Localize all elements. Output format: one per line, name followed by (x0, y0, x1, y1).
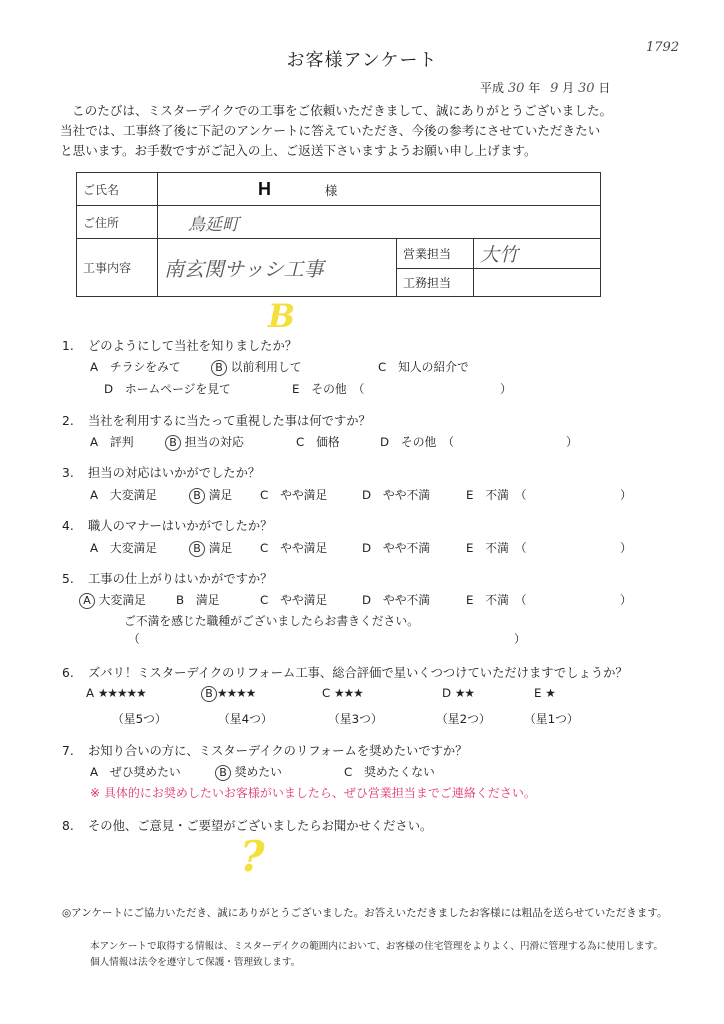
q4-option-e: E 不満 （ (466, 541, 527, 555)
work-field (158, 239, 397, 297)
serial-number: 1792 (646, 40, 680, 55)
sales-field (474, 239, 601, 269)
q5-close: ） (620, 593, 632, 607)
q4-option-c: C やや満足 (260, 541, 328, 555)
q7-option-a: A ぜひ奨めたい (90, 765, 181, 779)
q2-option-d: D その他 （ (380, 435, 454, 449)
rating-b: B ★★★★ (204, 686, 255, 702)
rating-a-caption: （星5つ） (112, 712, 167, 726)
yellow-b-stamp: B (268, 297, 296, 335)
construction-label: 工務担当 (397, 269, 474, 297)
q2-option-a: A 評判 (90, 435, 134, 449)
q3-close: ） (620, 488, 632, 502)
q3-option-a: A 大変満足 (90, 488, 158, 502)
q4-option-b: B 満足 (192, 539, 232, 557)
q2-option-c: C 価格 (296, 435, 340, 449)
q7-red-note: ※ 具体的にお奨めしたいお客様がいましたら、ぜひ営業担当までご連絡ください。 (90, 786, 536, 800)
question-4: 4. 職人のマナーはいかがでしたか？ (62, 519, 273, 533)
name-label: ご氏名 (77, 173, 158, 206)
address-label: ご住所 (77, 206, 158, 239)
address-value: 鳥延町 (188, 214, 239, 235)
question-3: 3. 担当の対応はいかがでしたか？ (62, 466, 261, 480)
work-label: 工事内容 (77, 239, 158, 297)
q1-option-c: C 知人の紹介で (378, 360, 469, 374)
circle-mark: B (165, 435, 181, 451)
q5-option-e: E 不満 （ (466, 593, 527, 607)
question-2: 2. 当社を利用するに当たって重視した事は何ですか？ (62, 414, 371, 428)
yellow-question-stamp: ? (240, 832, 265, 881)
circle-mark: B (211, 360, 227, 376)
q1-close: ） (500, 382, 512, 396)
footer-privacy-2: 個人情報は法令を遵守して保護・管理致します。 (90, 957, 301, 968)
rating-e: E ★ (534, 686, 555, 700)
q7-option-b: B 奨めたい (218, 763, 282, 781)
circle-mark: B (215, 765, 231, 781)
rating-c: C ★★★ (322, 686, 363, 700)
circle-mark: A (79, 593, 95, 609)
q5-subquestion: ご不満を感じた職種がございましたらお書きください。 (124, 614, 419, 628)
q4-close: ） (620, 541, 632, 555)
circle-mark: B (189, 488, 205, 504)
q5-option-a: A 大変満足 (82, 591, 146, 609)
question-5: 5. 工事の仕上がりはいかがですか？ (62, 572, 273, 586)
q5-option-c: C やや満足 (260, 593, 328, 607)
q4-option-a: A 大変満足 (90, 541, 158, 555)
page-title: お客様アンケート (286, 50, 438, 71)
q1-option-e: E その他 （ (292, 382, 365, 396)
q4-option-d: D やや不満 (362, 541, 431, 555)
q3-option-b: B 満足 (192, 486, 232, 504)
sales-value: 大竹 (480, 244, 519, 266)
q5-sub-close: ） (514, 632, 526, 646)
q5-sub-open: （ (128, 632, 140, 646)
footer-privacy-1: 本アンケートで取得する情報は、ミスターデイクの範囲内において、お客様の住宅管理をよりよく、円滑に管理する為に使用します。 (90, 941, 664, 952)
rating-e-caption: （星1つ） (524, 712, 579, 726)
work-value: 南玄関サッシ工事 (164, 257, 324, 281)
construction-field (474, 269, 601, 297)
q5-option-d: D やや不満 (362, 593, 431, 607)
question-6: 6. ズバリ！ミスターデイクのリフォーム工事、総合評価で星いくつつけていただけますでしょうか？ (62, 666, 628, 680)
q5-option-b: B 満足 (176, 593, 220, 607)
rating-c-caption: （星3つ） (328, 712, 383, 726)
question-7: 7. お知り合いの方に、ミスターデイクのリフォームを奨めたいですか？ (62, 744, 468, 758)
intro-text: このたびは、ミスターデイクでの工事をご依頼いただきまして、誠にありがとうございました。 当社では、工事終了後に下記のアンケートに答えていただき、今後の参考にさせていただきたい と思います。お手数ですがご記入の上、ご返送下さいますようお願い申し上げます。 (60, 103, 613, 158)
q7-option-c: C 奨めたくない (344, 765, 435, 779)
question-1: 1. どのようにして当社を知りましたか？ (62, 339, 298, 353)
rating-a: A ★★★★★ (86, 686, 146, 700)
address-field (158, 206, 601, 239)
name-field: H 様 (158, 173, 601, 206)
q1-option-b: B 以前利用して (214, 358, 302, 376)
name-value: H (258, 178, 271, 199)
rating-b-caption: （星4つ） (218, 712, 273, 726)
footer-thanks: ◎アンケートにご協力いただき、誠にありがとうございました。お答えいただきましたお客様には粗品を送らせていただきます。 (62, 907, 668, 919)
sales-label: 営業担当 (397, 239, 474, 269)
survey-date: 平成 30 年 9 月 30 日 (480, 81, 611, 96)
q3-option-d: D やや不満 (362, 488, 431, 502)
circle-mark: B (201, 686, 217, 702)
q3-option-e: E 不満 （ (466, 488, 527, 502)
customer-info-table (76, 172, 601, 297)
q3-option-c: C やや満足 (260, 488, 328, 502)
q2-option-b: B 担当の対応 (168, 433, 244, 451)
question-8: 8. その他、ご意見・ご要望がございましたらお聞かせください。 (62, 819, 433, 833)
rating-d-caption: （星2つ） (436, 712, 491, 726)
q1-option-a: A チラシをみて (90, 360, 181, 374)
rating-d: D ★★ (442, 686, 474, 700)
q1-option-d: D ホームページを見て (104, 382, 231, 396)
q2-close: ） (566, 435, 578, 449)
circle-mark: B (189, 541, 205, 557)
